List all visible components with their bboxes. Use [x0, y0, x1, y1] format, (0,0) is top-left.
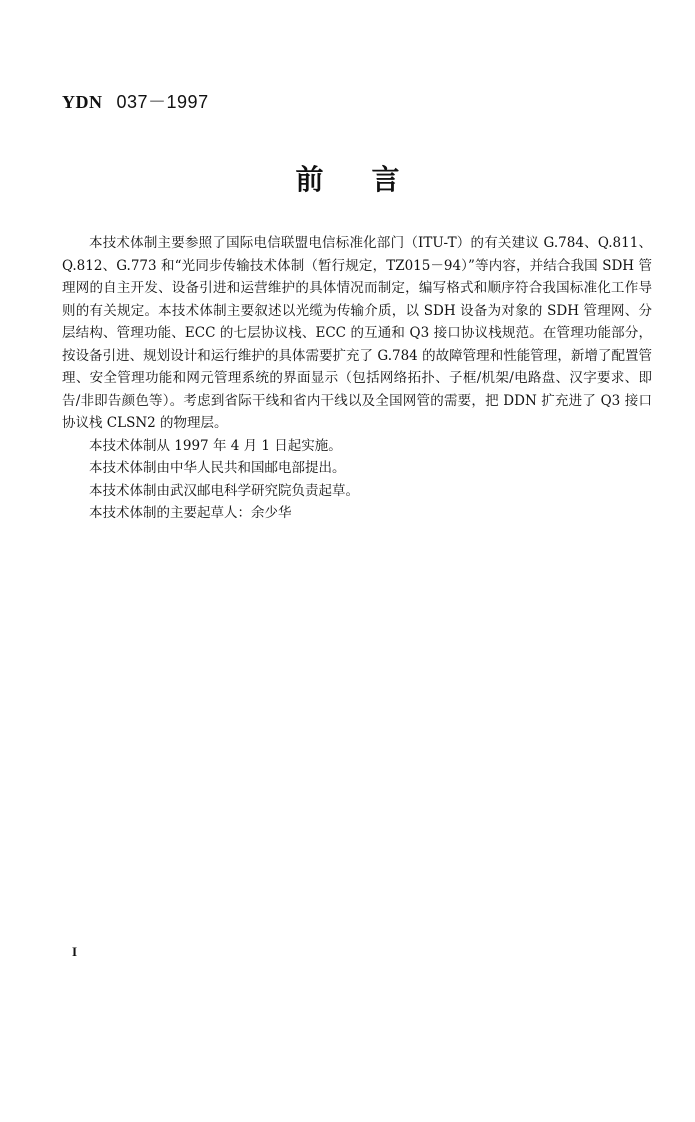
- document-code-number: 037－1997: [116, 92, 209, 112]
- foreword-paragraph-drafting-unit: 本技术体制由武汉邮电科学研究院负责起草。: [89, 482, 359, 499]
- foreword-paragraph-effective-date: 本技术体制从 1997 年 4 月 1 日起实施。: [89, 437, 342, 454]
- document-code-prefix: YDN: [62, 92, 103, 112]
- page-number: I: [72, 944, 78, 959]
- foreword-paragraph-main: 本技术体制主要参照了国际电信联盟电信标准化部门（ITU-T）的有关建议 G.784、Q.811、Q.812、G.773 和“光同步传输技术体制（暂行规定，TZ015－94）”等内容，并结合我国 SDH 管理网的自主开发、设备引进和运营维护的具体情况而制定，编写格式和顺序符合我国标准化工作导则的有关规定。本技术体制主要叙述以光缆为传输介质，以 SDH 设备为对象的 SDH 管理网、分层结构、管理功能、ECC 的七层协议栈、ECC 的互通和 Q3 接口协议栈规范。在管理功能部分，按设备引进、规划设计和运行维护的具体需要扩充了 G.784 的故障管理和性能管理，新增了配置管理、安全管理功能和网元管理系统的界面显示（包括网络拓扑、子框/机架/电路盘、汉字要求、即告/非即告颜色等）。考虑到省际干线和省内干线以及全国网管的需要，把 DDN 扩充进了 Q3 接口协议栈 CLSN2 的物理层。: [62, 235, 652, 431]
- foreword-paragraph-drafter: 本技术体制的主要起草人：余少华: [89, 505, 292, 521]
- foreword-paragraph-proposer: 本技术体制由中华人民共和国邮电部提出。: [89, 460, 346, 476]
- foreword-body: [62, 232, 652, 525]
- document-code: [62, 88, 209, 114]
- page-title: 前言: [295, 163, 448, 196]
